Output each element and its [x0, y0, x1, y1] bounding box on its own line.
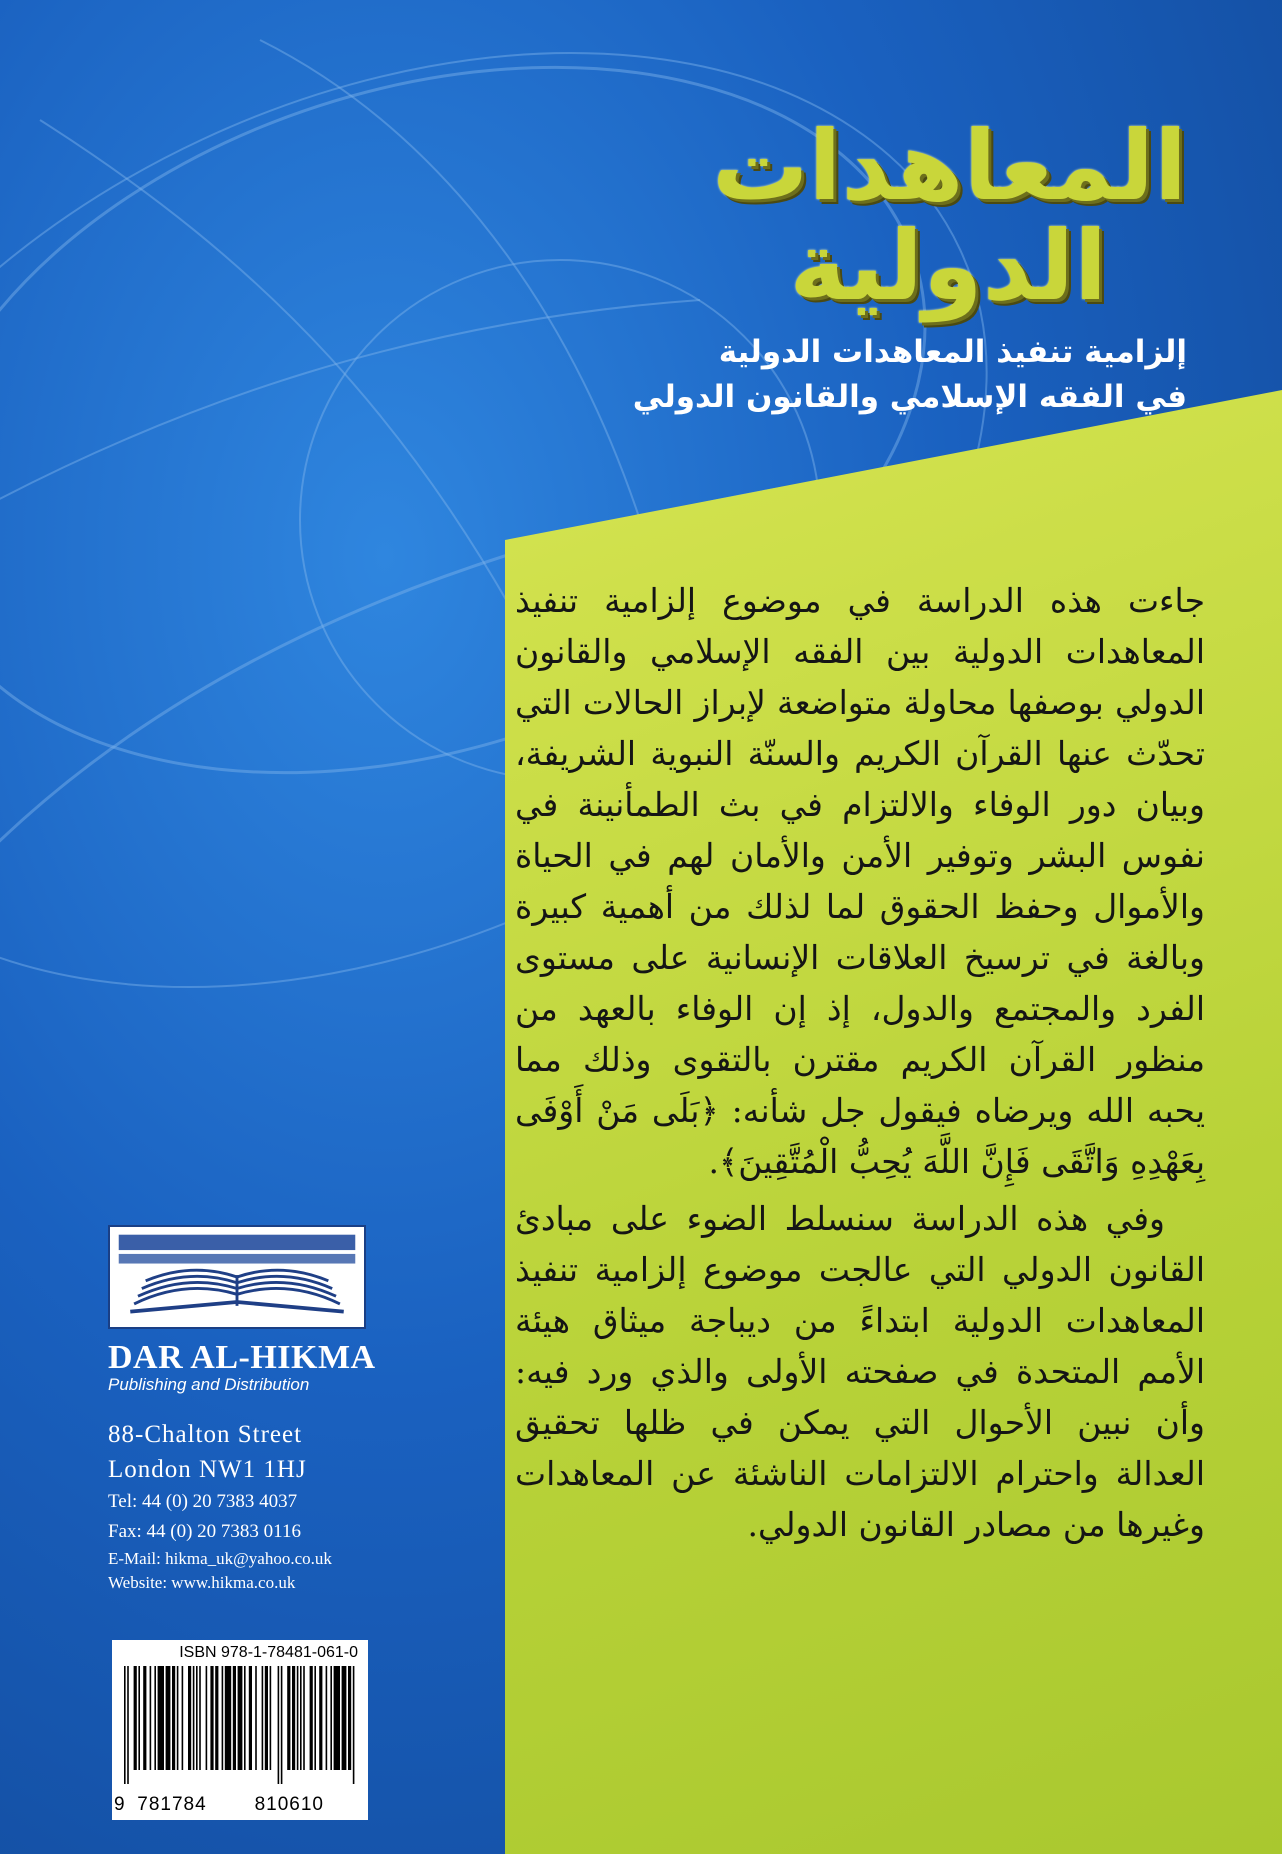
barcode-bar [314, 1666, 316, 1770]
barcode-bar [265, 1666, 268, 1770]
barcode-bar [166, 1666, 171, 1770]
barcode-bar [287, 1666, 290, 1770]
barcode-bar [127, 1666, 129, 1784]
book-title-line1: المعاهدات [712, 110, 1187, 222]
subtitle-line2: في الفقه الإسلامي والقانون الدولي [632, 378, 1187, 415]
barcode-bar [206, 1666, 208, 1770]
barcode-bar [143, 1666, 146, 1770]
barcode-bar [154, 1666, 156, 1770]
isbn-text: ISBN 978-1-78481-061-0 [179, 1644, 358, 1661]
barcode-bar [342, 1666, 347, 1770]
barcode-bar [199, 1666, 201, 1770]
isbn-barcode [112, 1640, 368, 1820]
barcode-bar [297, 1666, 299, 1770]
book-title-line2: الدولية [789, 210, 1107, 322]
barcode-bar [225, 1666, 231, 1770]
barcode-bar [270, 1666, 272, 1770]
barcode-digits [114, 1794, 364, 1816]
barcode-bar [172, 1666, 175, 1770]
barcode-bar [353, 1666, 355, 1784]
barcode-bar [262, 1666, 264, 1770]
publisher-fax: Fax: 44 (0) 20 7383 0116 [108, 1521, 301, 1542]
barcode-bar [319, 1666, 322, 1770]
blurb-text [515, 575, 1205, 1550]
barcode-bar [150, 1666, 152, 1770]
barcode-bar [292, 1666, 295, 1770]
book-title [627, 110, 1187, 322]
barcode-bar [233, 1666, 236, 1770]
barcode-bar [188, 1666, 191, 1770]
publisher-website: Website: www.hikma.co.uk [108, 1573, 296, 1592]
barcode-bar [238, 1666, 243, 1770]
blurb-paragraph-2: وفي هذه الدراسة سنسلط الضوء على مبادئ القانون الدولي التي عالجت موضوع إلزامية تنفيذ المعاهدات الدولية ابتداءً من ديباجة ميثاق هيئة الأمم المتحدة في صفحته الأولى والذي ورد فيه: وأن نبين الأحوال التي يمكن في ظلها تحقيق العدالة واحترام الالتزامات الناشئة عن المعاهدات وغيرها من مصادر القانون الدولي. [515, 1199, 1205, 1544]
barcode-bar [196, 1666, 198, 1770]
barcode-bar [330, 1666, 332, 1770]
subtitle-line1: إلزامية تنفيذ المعاهدات الدولية [718, 334, 1187, 370]
barcode-bar [334, 1666, 340, 1770]
open-book-logo-icon [108, 1225, 366, 1329]
barcode-bar [215, 1666, 218, 1770]
address-city: London NW1 1HJ [108, 1456, 307, 1483]
barcode-bar [158, 1666, 164, 1770]
barcode-digits-right: 810610 [254, 1794, 324, 1815]
barcode-bar [193, 1666, 195, 1770]
barcode-digits-left: 781784 [137, 1794, 207, 1815]
barcode-bar [222, 1666, 224, 1770]
publisher-block [108, 1225, 376, 1595]
barcode-bar [300, 1666, 302, 1770]
blurb-paragraph-1: جاءت هذه الدراسة في موضوع إلزامية تنفيذ المعاهدات الدولية بين الفقه الإسلامي والقانون الدولي بوصفها محاولة متواضعة لإبراز الحالات التي تحدّث عنها القرآن الكريم والسنّة النبوية الشريفة، وبيان دور الوفاء والالتزام في بث الطمأنينة في نفوس البشر وتوفير الأمن والأمان لهم في الحياة والأموال وحفظ الحقوق لما لذلك من أهمية كبيرة وبالغة في ترسيخ العلاقات الإنسانية على مستوى الفرد والمجتمع والدول، إذ إن الوفاء بالعهد من منظور القرآن الكريم مقترن بالتقوى وذلك مما يحبه الله ويرضاه فيقول جل شأنه: ﴿بَلَى مَنْ أَوْفَى بِعَهْدِهِ وَاتَّقَى فَإِنَّ اللَّهَ يُحِبُّ الْمُتَّقِينَ﴾. [515, 581, 1205, 1181]
barcode-bar [249, 1666, 252, 1770]
barcode-bar [177, 1666, 179, 1770]
publisher-name: DAR AL-HIKMA [108, 1339, 376, 1376]
barcode-bar [255, 1666, 257, 1770]
publisher-address [108, 1417, 368, 1595]
barcode-bar [244, 1666, 246, 1770]
barcode-bar [210, 1666, 213, 1770]
barcode-bar [281, 1666, 283, 1784]
barcode-bar [124, 1666, 126, 1784]
barcode-bar [310, 1666, 313, 1770]
publisher-tel: Tel: 44 (0) 20 7383 4037 [108, 1491, 298, 1512]
book-subtitle [487, 330, 1187, 420]
barcode-bar [278, 1666, 280, 1784]
address-street: 88-Chalton Street [108, 1421, 303, 1448]
publisher-tagline: Publishing and Distribution [108, 1375, 310, 1394]
barcode-bar [303, 1666, 305, 1770]
barcode-bars [118, 1666, 362, 1784]
barcode-bar [134, 1666, 137, 1770]
publisher-email: E-Mail: hikma_uk@yahoo.co.uk [108, 1549, 332, 1568]
barcode-bar [348, 1666, 351, 1770]
barcode-bar [182, 1666, 184, 1770]
barcode-digit-first: 9 [114, 1794, 125, 1815]
barcode-bar [138, 1666, 140, 1770]
barcode-bar [326, 1666, 328, 1770]
